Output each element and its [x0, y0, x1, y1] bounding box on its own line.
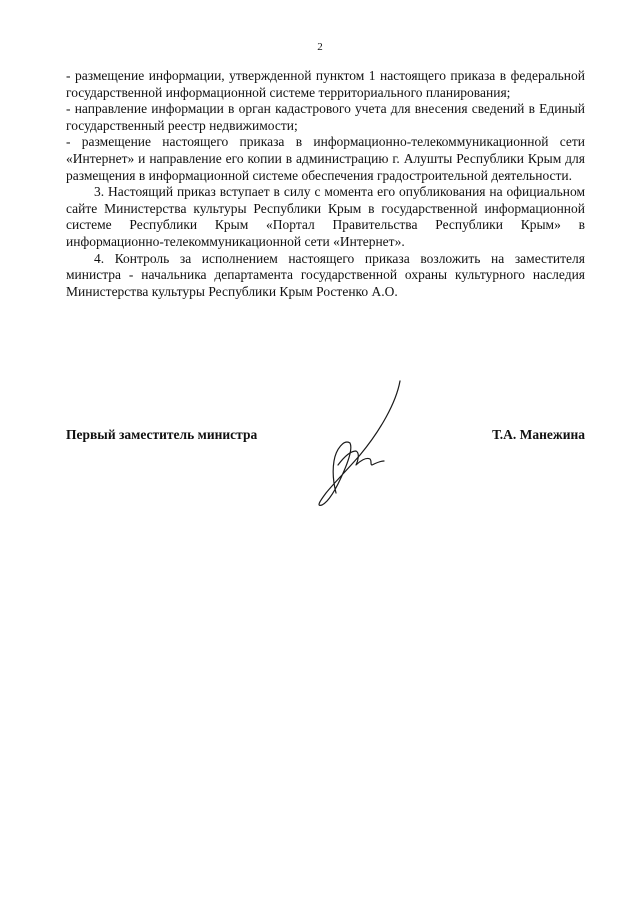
document-body [66, 68, 585, 300]
signer-name: Т.А. Манежина [492, 427, 585, 442]
paragraph-list-item-3: - размещение настоящего приказа в информационно-телекоммуникационной сети «Интернет» и направление его копии в администрацию г. Алушты Республики Крым для размещения в информационной системе обеспечения градостроительной деятельности. [66, 134, 585, 183]
signer-title: Первый заместитель министра [66, 427, 258, 442]
handwritten-signature [300, 373, 430, 523]
paragraph-item-3: 3. Настоящий приказ вступает в силу с момента его опубликования на официальном сайте Министерства культуры Республики Крым в государственной информационной системе Республики Крым «Портал Правительства Республики Крым» в информационно-телекоммуникационной сети «Интернет». [66, 184, 585, 249]
paragraph-list-item-2: - направление информации в орган кадастрового учета для внесения сведений в Единый государственный реестр недвижимости; [66, 101, 585, 133]
paragraph-item-4: 4. Контроль за исполнением настоящего приказа возложить на заместителя министра - начальника департамента государственной охраны культурного наследия Министерства культуры Республики Крым Ростенко А.О. [66, 250, 585, 299]
paragraph-list-item-1: - размещение информации, утвержденной пунктом 1 настоящего приказа в федеральной государственной информационной системе территориального планирования; [66, 68, 585, 100]
page-number: 2 [317, 41, 323, 53]
